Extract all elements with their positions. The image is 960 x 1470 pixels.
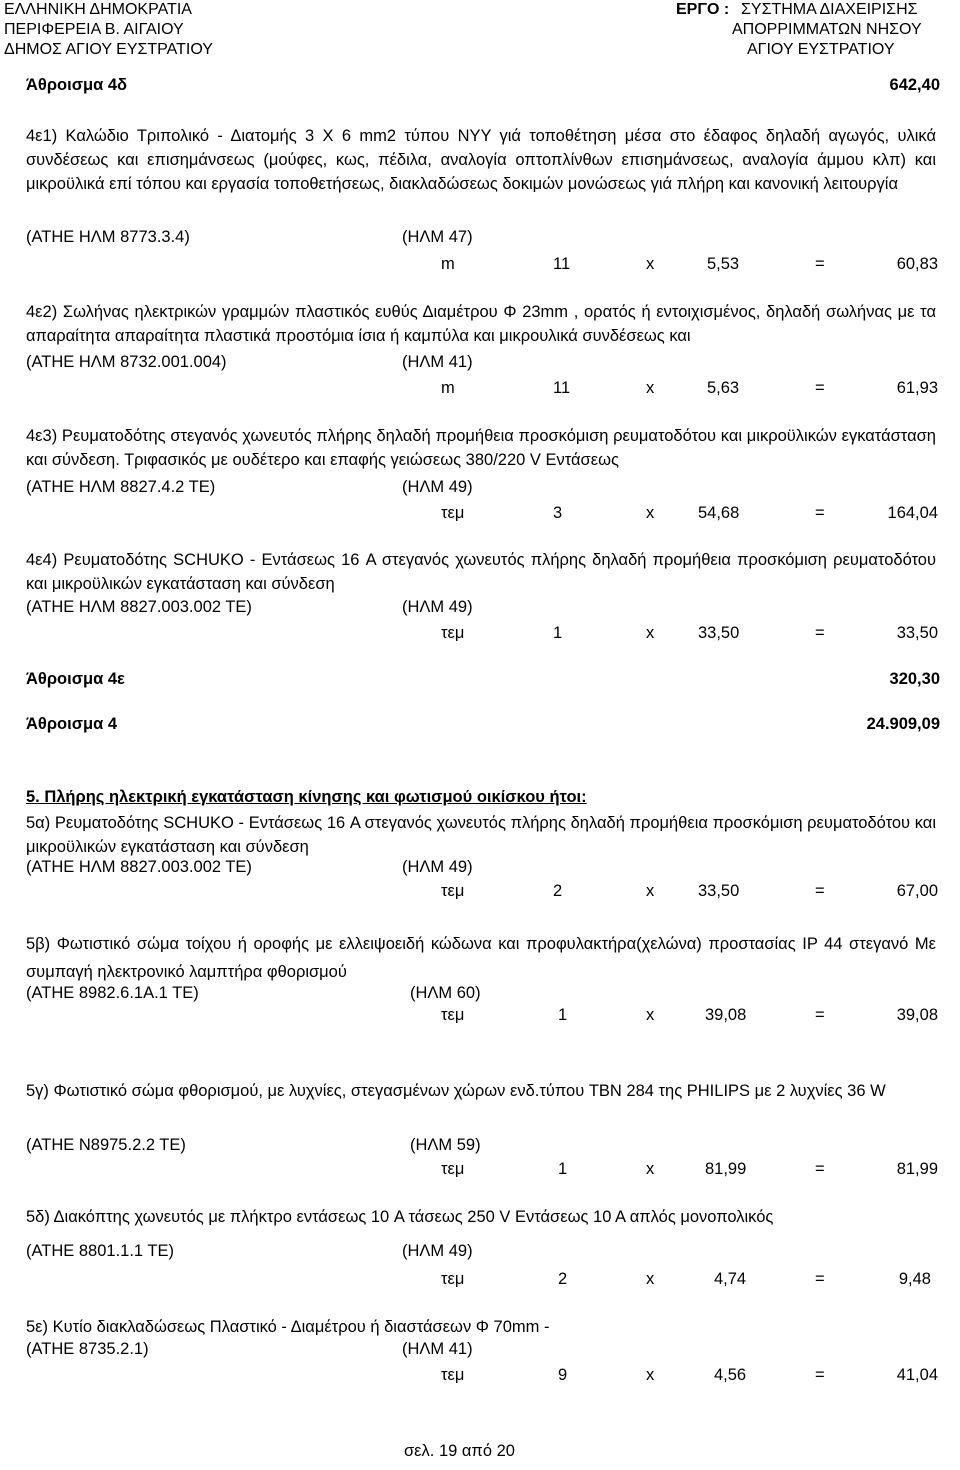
item-5a-price: 33,50 [698,882,740,900]
item-4e3-hlm: (ΗΛΜ 49) [402,478,473,496]
item-5g-hlm: (ΗΛΜ 59) [410,1136,481,1154]
header-left-line-1: ΕΛΛΗΝΙΚΗ ΔΗΜΟΚΡΑΤΙΑ [4,1,192,18]
item-4e2-price: 5,63 [707,379,740,397]
sum-4d-label: Άθροισμα 4δ [26,76,127,94]
item-5g-unit: τεμ [441,1160,465,1178]
item-5a-description: 5α) Ρευματοδότης SCHUKO - Εντάσεως 16 A στεγανός χωνευτός πλήρης δηλαδή προμήθεια προσκόμιση ρευματοδότου και μικροϋλικών εγκατάσταση και σύνδεση [26,814,936,856]
item-4e4-price: 33,50 [698,624,740,642]
item-5d-price: 4,74 [714,1270,747,1288]
item-5g-description: 5γ) Φωτιστικό σώμα φθορισμού, με λυχνίες, στεγασμένων χώρων ενδ.τύπου TBN 284 της PHILIPS με 2 λυχνίες 36 W [26,1082,886,1100]
section-5-title: 5. Πλήρης ηλεκτρική εγκατάσταση κίνησης και φωτισμού οικίσκου ήτοι: [26,788,587,806]
item-4e4-unit: τεμ [441,624,465,642]
item-4e1-total: 60,83 [896,255,938,273]
item-5b-hlm: (ΗΛΜ 60) [410,984,481,1002]
item-4e1-hlm: (ΗΛΜ 47) [402,228,473,246]
item-5b-unit: τεμ [441,1006,465,1024]
item-4e4-code: (ΑΤΗΕ ΗΛΜ 8827.003.002 ΤΕ) [26,598,252,616]
item-5d-equals: = [815,1270,825,1288]
item-4e3-price: 54,68 [698,504,740,522]
item-5a-total: 67,00 [896,882,938,900]
item-5b-price: 39,08 [705,1006,747,1024]
header-right-line-2: ΑΠΟΡΡΙΜΜΑΤΩΝ ΝΗΣΟΥ [732,21,922,38]
item-4e1-equals: = [815,255,825,273]
item-5g-price: 81,99 [705,1160,747,1178]
item-4e3-total: 164,04 [887,504,938,522]
item-4e1-price: 5,53 [707,255,740,273]
item-5e-price: 4,56 [714,1366,747,1384]
item-4e1-unit: m [441,255,455,273]
sum-4-value: 24.909,09 [866,715,940,733]
item-4e1-qty: 11 [553,255,571,273]
item-5d-total: 9,48 [898,1270,931,1288]
item-4e2-code: (ΑΤΗΕ ΗΛΜ 8732.001.004) [26,353,227,371]
item-4e2-qty: 11 [553,379,571,397]
item-5g-equals: = [815,1160,825,1178]
page-footer: σελ. 19 από 20 [404,1442,515,1460]
item-5b-code: (ΑΤΗΕ 8982.6.1Α.1 ΤΕ) [26,984,199,1002]
item-5b-equals: = [815,1006,825,1024]
item-5e-code: (ΑΤΗΕ 8735.2.1) [26,1340,149,1358]
item-4e3-unit: τεμ [441,504,465,522]
item-5e-qty: 9 [558,1366,568,1384]
item-5a-unit: τεμ [441,882,465,900]
item-5b-description: 5β) Φωτιστικό σώμα τοίχου ή οροφής με ελλειψοειδή κώδωνα και προφυλακτήρα(χελώνα) προστασίας IP 44 στεγανό Με συμπαγή ηλεκτρονικό λαμπτήρα φθορισμού [26,935,936,981]
item-4e3-qty: 3 [553,504,563,522]
item-5d-qty: 2 [558,1270,568,1288]
sum-4-label: Άθροισμα 4 [26,715,117,733]
item-5e-total: 41,04 [896,1366,938,1384]
item-4e1-x: x [646,255,655,273]
item-5e-description: 5ε) Κυτίο διακλαδώσεως Πλαστικό - Διαμέτρου ή διαστάσεων Φ 70mm - [26,1318,550,1336]
item-4e4-qty: 1 [553,624,563,642]
item-5d-unit: τεμ [441,1270,465,1288]
item-4e2-unit: m [441,379,455,397]
item-5a-equals: = [815,882,825,900]
header-right-line-3: ΑΓΙΟΥ ΕΥΣΤΡΑΤΙΟΥ [747,41,895,58]
item-5b-total: 39,08 [896,1006,938,1024]
item-4e4-total: 33,50 [896,624,938,642]
item-5g-qty: 1 [558,1160,568,1178]
item-4e4-equals: = [815,624,825,642]
item-4e4-description: 4ε4) Ρευματοδότης SCHUKO - Εντάσεως 16 A στεγανός χωνευτός πλήρης δηλαδή προμήθεια προσκόμιση ρευματοδότου και μικροϋλικών εγκατάσταση και σύνδεση [26,551,936,593]
header-left-line-2: ΠΕΡΙΦΕΡΕΙΑ Β. ΑΙΓΑΙΟΥ [4,21,184,38]
item-5d-hlm: (ΗΛΜ 49) [402,1242,473,1260]
item-5e-x: x [646,1366,655,1384]
item-5a-hlm: (ΗΛΜ 49) [402,858,473,876]
header-right-line-1: ΣΥΣΤΗΜΑ ΔΙΑΧΕΙΡΙΣΗΣ [741,1,918,18]
item-4e2-x: x [646,379,655,397]
item-5b-x: x [646,1006,655,1024]
item-4e1-description: 4ε1) Καλώδιο Τριπολικό - Διατομής 3 Χ 6 mm2 τύπου NYY γιά τοποθέτηση μέσα στο έδαφος δηλαδή αγωγός, υλικά συνδέσεως και επισημάνσεως (μούφες, κως, πέδιλα, αναλογία οπτοπλίνθων επισημάνσεως, αναλογία άμμου κλπ) και μικροϋλικά επί τόπου και εργασία τοποθετήσεως, διακλαδώσεως δοκιμών μονώσεως γιά πλήρη και κανονική λειτουργία [26,127,936,193]
item-5b-qty: 1 [558,1006,568,1024]
item-4e4-x: x [646,624,655,642]
item-4e3-equals: = [815,504,825,522]
item-5g-code: (ΑΤΗΕ N8975.2.2 TE) [26,1136,186,1154]
item-5a-qty: 2 [553,882,563,900]
item-4e3-description: 4ε3) Ρευματοδότης στεγανός χωνευτός πλήρης δηλαδή προμήθεια προσκόμιση ρευματοδότου και μικροϋλικών εγκατάσταση και σύνδεση. Τριφασικός με ουδέτερο και επαφής γειώσεως 380/220 V Εντάσεως [26,427,936,469]
item-4e3-x: x [646,504,655,522]
sum-4e-value: 320,30 [889,670,940,688]
header-project-label: ΕΡΓΟ : [676,1,730,18]
item-5g-x: x [646,1160,655,1178]
item-4e2-total: 61,93 [896,379,938,397]
item-4e4-hlm: (ΗΛΜ 49) [402,598,473,616]
item-5d-code: (ΑΤΗΕ 8801.1.1 ΤΕ) [26,1242,174,1260]
item-4e1-code: (ΑΤΗΕ ΗΛΜ 8773.3.4) [26,228,190,246]
item-4e3-code: (ΑΤΗΕ ΗΛΜ 8827.4.2 ΤΕ) [26,478,216,496]
sum-4d-value: 642,40 [889,76,940,94]
item-5e-unit: τεμ [441,1366,465,1384]
item-4e2-equals: = [815,379,825,397]
item-5g-total: 81,99 [896,1160,938,1178]
item-5a-code: (ΑΤΗΕ ΗΛΜ 8827.003.002 ΤΕ) [26,858,252,876]
item-5d-x: x [646,1270,655,1288]
sum-4e-label: Άθροισμα 4ε [26,670,125,688]
item-5e-equals: = [815,1366,825,1384]
item-5e-hlm: (ΗΛΜ 41) [402,1340,473,1358]
item-5d-description: 5δ) Διακόπτης χωνευτός με πλήκτρο εντάσεως 10 A τάσεως 250 V Εντάσεως 10 Α απλός μονοπολικός [26,1208,774,1226]
item-5a-x: x [646,882,655,900]
item-4e2-hlm: (ΗΛΜ 41) [402,353,473,371]
header-left-line-3: ΔΗΜΟΣ ΑΓΙΟΥ ΕΥΣΤΡΑΤΙΟΥ [4,41,213,58]
item-4e2-description: 4ε2) Σωλήνας ηλεκτρικών γραμμών πλαστικός ευθύς Διαμέτρου Φ 23mm , ορατός ή εντοιχισμένος, δηλαδή σωλήνας με τα απαραίτητα απαραίτητα πλαστικά προστόμια ίσια ή καμπύλα και μικρουλικά συνδέσεως και [26,303,936,345]
